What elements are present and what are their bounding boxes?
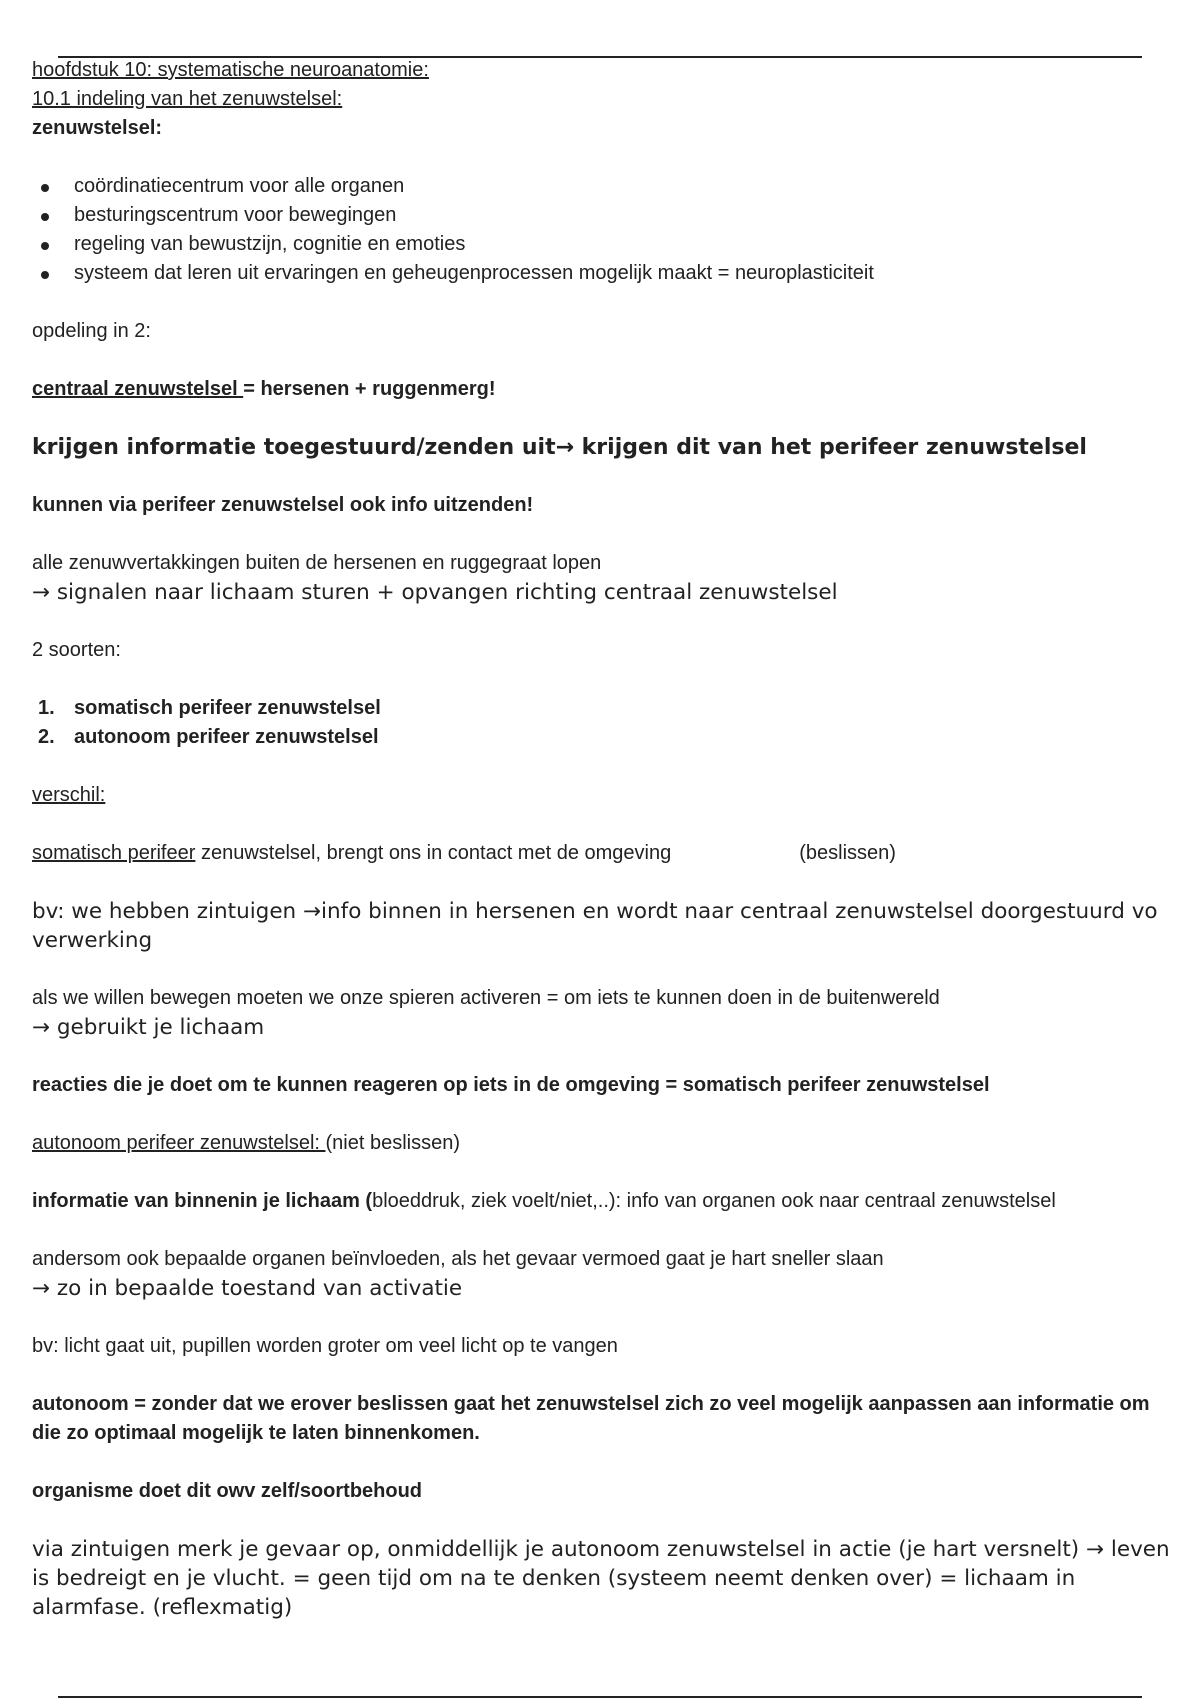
spacer — [32, 1361, 1172, 1390]
spacer — [32, 955, 1172, 984]
bullet-icon — [41, 213, 49, 221]
paragraph-signalen: → signalen naar lichaam sturen + opvangen richting centraal zenuwstelsel — [32, 580, 838, 605]
spacer — [32, 1100, 1172, 1129]
paragraph-soorten: 2 soorten: — [32, 639, 121, 661]
paragraph-organisme: organisme doet dit owv zelf/soortbehoud — [32, 1480, 423, 1502]
spacer — [32, 1158, 1172, 1187]
spacer — [32, 868, 1172, 897]
spacer — [32, 1506, 1172, 1535]
paragraph-toestand: → zo in bepaalde toestand van activatie — [32, 1276, 463, 1301]
paragraph-reacties: reacties die je doet om te kunnen reageren op iets in de omgeving = somatisch perifeer zenuwstelsel — [32, 1074, 990, 1096]
paragraph-krijgen: krijgen informatie toegestuurd/zenden uit→ krijgen dit van het perifeer zenuwstelsel — [32, 435, 1087, 460]
spacer — [32, 607, 1172, 636]
numbered-list — [32, 694, 1172, 752]
spacer — [32, 1448, 1172, 1477]
spacer — [32, 404, 1172, 433]
spacer — [32, 462, 1172, 491]
spacer — [32, 143, 1172, 172]
paragraph-andersom: andersom ook bepaalde organen beïnvloeden, als het gevaar vermoed gaat je hart sneller slaan — [32, 1248, 884, 1270]
paragraph-kunnen: kunnen via perifeer zenuwstelsel ook info uitzenden! — [32, 494, 534, 516]
paragraph-somatisch: somatisch perifeer zenuwstelsel, brengt ons in contact met de omgeving (beslissen) — [32, 842, 896, 864]
paragraph-bv-zintuigen: bv: we hebben zintuigen →info binnen in hersenen en wordt naar centraal zenuwstelsel doorgestuurd vo verwerking — [32, 899, 1158, 953]
bullet-icon — [41, 184, 49, 192]
bullet-icon — [41, 242, 49, 250]
bullet-icon — [41, 271, 49, 279]
number-marker: 1. — [38, 697, 55, 719]
spacer — [32, 1216, 1172, 1245]
spacer — [32, 346, 1172, 375]
paragraph-via-zintuigen: via zintuigen merk je gevaar op, onmiddellijk je autonoom zenuwstelsel in actie (je hart versnelt) → leven is bedreigt en je vlucht. = geen tijd om na te denken (systeem neemt denken over) = lichaam in alarmfase. (reflexmatig) — [32, 1537, 1170, 1620]
spacer — [32, 665, 1172, 694]
list-item: systeem dat leren uit ervaringen en geheugenprocessen mogelijk maakt = neuroplasticiteit — [32, 259, 1172, 288]
spacer — [32, 288, 1172, 317]
spacer — [32, 1042, 1172, 1071]
paragraph-informatie: informatie van binnenin je lichaam (bloeddruk, ziek voelt/niet,..): info van organen ook naar centraal zenuwstelsel — [32, 1190, 1056, 1212]
paragraph-bewegen: als we willen bewegen moeten we onze spieren activeren = om iets te kunnen doen in de buitenwereld — [32, 987, 940, 1009]
section-title: 10.1 indeling van het zenuwstelsel: — [32, 88, 343, 110]
spacer — [32, 752, 1172, 781]
paragraph-verschil: verschil: — [32, 784, 106, 806]
list-item: coördinatiecentrum voor alle organen — [32, 172, 1172, 201]
list-item: besturingscentrum voor bewegingen — [32, 201, 1172, 230]
bullet-list — [32, 172, 1172, 288]
chapter-title: hoofdstuk 10: systematische neuroanatomie: — [32, 59, 429, 81]
number-marker: 2. — [38, 726, 55, 748]
topic-heading: zenuwstelsel: — [32, 117, 163, 139]
spacer — [32, 810, 1172, 839]
paragraph-autonoom-definitie: autonoom = zonder dat we erover beslissen gaat het zenuwstelsel zich zo veel mogelijk aanpassen aan informatie om die zo optimaal mogelijk te laten binnenkomen. — [32, 1393, 1150, 1444]
paragraph-centraal: centraal zenuwstelsel = hersenen + ruggenmerg! — [32, 378, 496, 400]
paragraph-alle-zenuw: alle zenuwvertakkingen buiten de hersenen en ruggegraat lopen — [32, 552, 602, 574]
paragraph-opdeling: opdeling in 2: — [32, 320, 151, 342]
document-body — [32, 56, 1172, 1622]
paragraph-autonoom: autonoom perifeer zenuwstelsel: (niet beslissen) — [32, 1132, 461, 1154]
paragraph-bv-licht: bv: licht gaat uit, pupillen worden groter om veel licht op te vangen — [32, 1335, 618, 1357]
paragraph-gebruikt: → gebruikt je lichaam — [32, 1015, 265, 1040]
spacer — [32, 520, 1172, 549]
spacer — [32, 1303, 1172, 1332]
bottom-rule — [58, 1696, 1142, 1698]
list-item: regeling van bewustzijn, cognitie en emoties — [32, 230, 1172, 259]
list-item: 2. autonoom perifeer zenuwstelsel — [32, 723, 1172, 752]
list-item: 1. somatisch perifeer zenuwstelsel — [32, 694, 1172, 723]
